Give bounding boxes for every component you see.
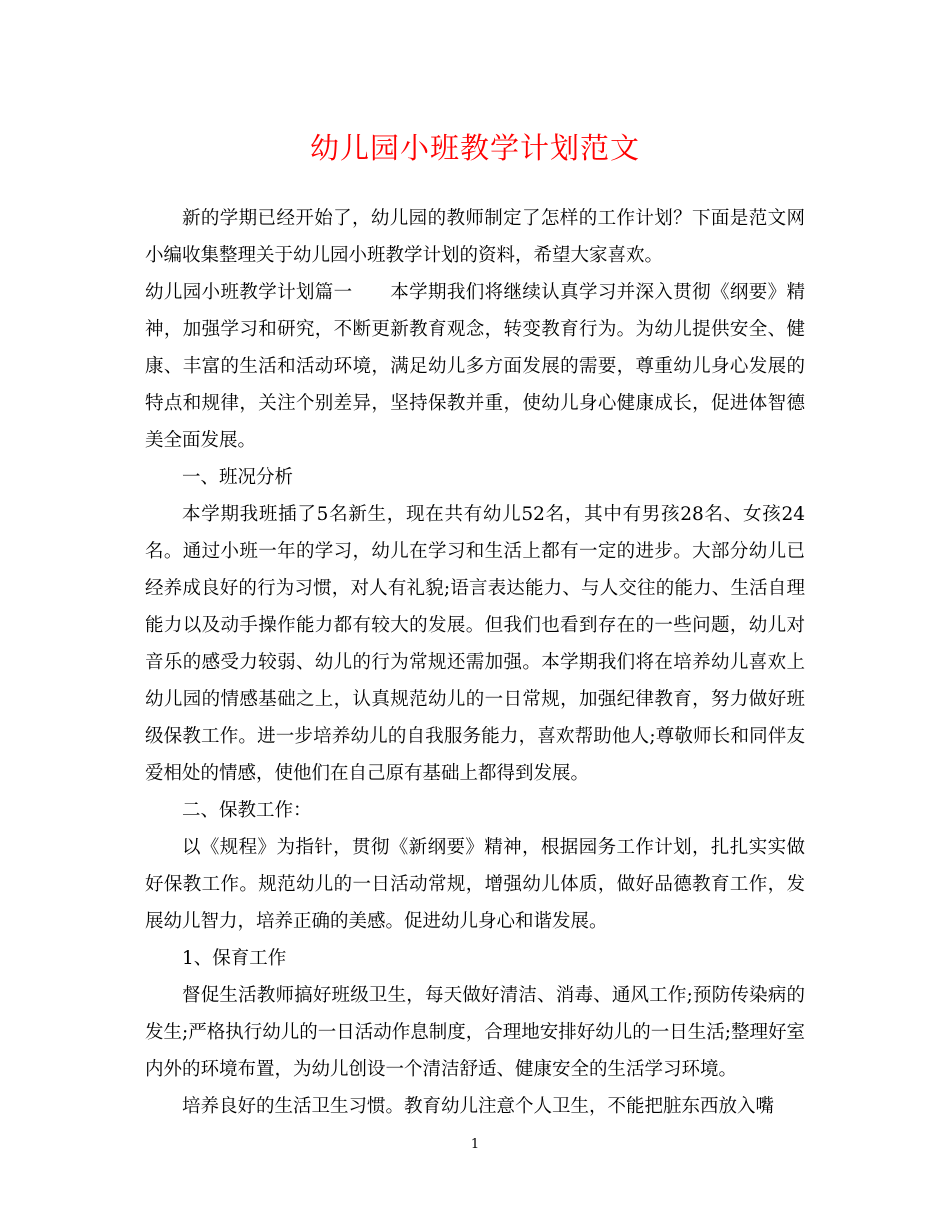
subsection-heading-childcare: 1、保育工作 (182, 948, 287, 969)
document-title: 幼儿园小班教学计划范文 (309, 131, 640, 165)
plan-one-paragraph: 幼儿园小班教学计划篇一 本学期我们将继续认真学习并深入贯彻《纲要》精神，加强学习和研究，不断更新教育观念，转变教育行为。为幼儿提供安全、健康、丰富的生活和活动环境，满足幼儿多方面发展的需要，尊重幼儿身心发展的特点和规律，关注个别差异，坚持保教并重，使幼儿身心健康成长，促进体智德美全面发展。 (145, 282, 805, 451)
intro-paragraph: 新的学期已经开始了，幼儿园的教师制定了怎样的工作计划？下面是范文网小编收集整理关于幼儿园小班教学计划的资料，希望大家喜欢。 (145, 208, 805, 266)
section-heading-class-analysis: 一、班况分析 (182, 467, 294, 488)
class-analysis-paragraph: 本学期我班插了5名新生，现在共有幼儿52名，其中有男孩28名、女孩24名。通过小班一年的学习，幼儿在学习和生活上都有一定的进步。大部分幼儿已经养成良好的行为习惯，对人有礼貌;语言表达能力、与人交往的能力、生活自理能力以及动手操作能力都有较大的发展。但我们也看到存在的一些问题，幼儿对音乐的感受力较弱、幼儿的行为常规还需加强。本学期我们将在培养幼儿喜欢上幼儿园的情感基础之上，认真规范幼儿的一日常规，加强纪律教育，努力做好班级保教工作。进一步培养幼儿的自我服务能力，喜欢帮助他人;尊敬师长和同伴友爱相处的情感，使他们在自己原有基础上都得到发展。 (145, 504, 805, 784)
document-body (145, 200, 805, 1125)
care-education-paragraph: 以《规程》为指针，贯彻《新纲要》精神，根据园务工作计划，扎扎实实做好保教工作。规范幼儿的一日活动常规，增强幼儿体质，做好品德教育工作，发展幼儿智力，培养正确的美感。促进幼儿身心和谐发展。 (145, 837, 805, 932)
hygiene-habits-paragraph: 培养良好的生活卫生习惯。教育幼儿注意个人卫生，不能把脏东西放入嘴 (182, 1096, 775, 1117)
childcare-paragraph: 督促生活教师搞好班级卫生，每天做好清洁、消毒、通风工作;预防传染病的发生;严格执行幼儿的一日活动作息制度，合理地安排好幼儿的一日生活;整理好室内外的环境布置，为幼儿创设一个清洁舒适、健康安全的生活学习环境。 (145, 985, 805, 1080)
page-number: 1 (470, 1137, 480, 1152)
section-heading-care-education: 二、保教工作： (182, 800, 312, 821)
